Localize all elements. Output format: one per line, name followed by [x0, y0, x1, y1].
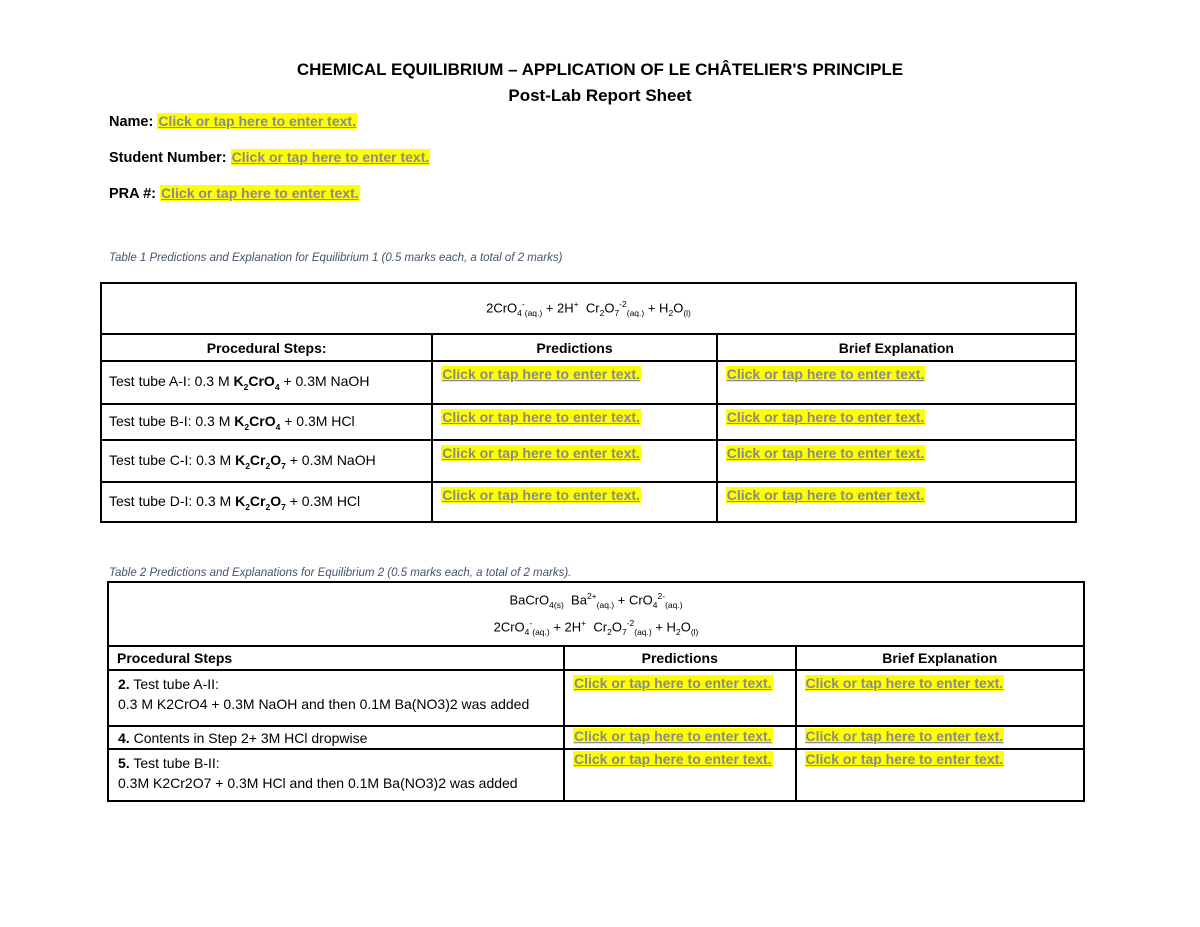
header-brief-explanation: Brief Explanation — [796, 646, 1084, 670]
procedural-step: Test tube D-I: 0.3 M $K_2Cr_2O_7 + 0.3M$ HCl — [101, 482, 432, 522]
equation-2: BaCrO$_{4(s)}$ $Ba^{2+}_{(aq.)} + CrO_4^{2-}_{(aq.)}$ 2CrO$_4$-$_{(aq.)}$ + 2H+ $Cr_2O_7^{-2}_{(aq.)} + H_2O_{(l)}$ — [108, 582, 1084, 646]
prediction-input[interactable]: Click or tap here to enter text. — [442, 445, 640, 461]
explanation-input[interactable]: Click or tap here to enter text. — [726, 487, 925, 503]
prediction-input[interactable]: Click or tap here to enter text. — [442, 366, 640, 382]
table-row — [101, 482, 1076, 522]
document-title: CHEMICAL EQUILIBRIUM – APPLICATION OF LE CHÂTELIER'S PRINCIPLE — [296, 60, 904, 79]
explanation-cell — [717, 482, 1076, 522]
name-label: Name: — [109, 114, 154, 130]
pra-input[interactable]: Click or tap here to enter text. — [161, 185, 359, 201]
explanation-input[interactable]: Click or tap here to enter text. — [726, 409, 925, 425]
header-predictions: Predictions — [564, 646, 796, 670]
explanation-input[interactable]: Click or tap here to enter text. — [805, 751, 1004, 767]
table-row — [108, 749, 1084, 801]
pra-label: PRA #: — [109, 186, 156, 202]
table2-caption: Table 2 Predictions and Explanations for Equilibrium 2 (0.5 marks each, a total of 2 marks). — [109, 567, 572, 579]
prediction-input[interactable]: Click or tap here to enter text. — [573, 751, 772, 767]
prediction-cell — [432, 440, 716, 482]
prediction-cell — [432, 361, 716, 404]
header-predictions: Predictions — [432, 334, 716, 361]
prediction-cell — [432, 482, 716, 522]
prediction-cell — [432, 404, 716, 440]
explanation-input[interactable]: Click or tap here to enter text. — [726, 366, 925, 382]
explanation-cell — [796, 749, 1084, 801]
procedural-step: 4. Contents in Step 2+ 3M HCl dropwise — [108, 726, 564, 749]
document-subtitle: Post-Lab Report Sheet — [508, 86, 692, 105]
explanation-input[interactable]: Click or tap here to enter text. — [726, 445, 925, 461]
procedural-step: Test tube B-I: 0.3 M $K_2CrO_4 + 0.3M$ HCl — [101, 404, 432, 440]
procedural-step: Test tube A-I: 0.3 M $K_2CrO_4 + 0.3M$ NaOH — [101, 361, 432, 404]
prediction-cell — [564, 749, 796, 801]
explanation-cell — [796, 726, 1084, 749]
equilibrium-1-table — [100, 282, 1077, 523]
procedural-step: 5. Test tube B-II: 0.3M K2Cr2O7 + 0.3M HCl and then 0.1M Ba(NO3)2 was added — [108, 749, 564, 801]
student-number-label: Student Number: — [109, 150, 227, 166]
prediction-cell — [564, 726, 796, 749]
explanation-cell — [717, 404, 1076, 440]
header-procedural-steps: Procedural Steps — [108, 646, 564, 670]
name-input[interactable]: Click or tap here to enter text. — [158, 113, 356, 129]
explanation-cell — [717, 440, 1076, 482]
procedural-step: 2. Test tube A-II: 0.3 M K2CrO4 + 0.3M NaOH and then 0.1M Ba(NO3)2 was added — [108, 670, 564, 726]
equation-1: 2CrO$_4$-$_{(aq.)}$ + 2H+ $Cr_2O_7^{-2}_{(aq.)} + H_2O_{(l)}$ — [101, 283, 1076, 334]
table-row — [108, 726, 1084, 749]
prediction-input[interactable]: Click or tap here to enter text. — [573, 728, 772, 744]
student-number-field — [109, 149, 430, 166]
pra-field — [109, 185, 360, 202]
explanation-input[interactable]: Click or tap here to enter text. — [805, 728, 1004, 744]
table1-caption: Table 1 Predictions and Explanation for Equilibrium 1 (0.5 marks each, a total of 2 marks) — [109, 252, 563, 264]
explanation-cell — [796, 670, 1084, 726]
prediction-input[interactable]: Click or tap here to enter text. — [442, 487, 640, 503]
table-row — [101, 361, 1076, 404]
name-field — [109, 113, 357, 130]
explanation-cell — [717, 361, 1076, 404]
equilibrium-2-table — [107, 581, 1085, 802]
header-procedural-steps: Procedural Steps: — [101, 334, 432, 361]
table-row — [101, 440, 1076, 482]
table-row — [108, 670, 1084, 726]
explanation-input[interactable]: Click or tap here to enter text. — [805, 675, 1004, 691]
student-number-input[interactable]: Click or tap here to enter text. — [231, 149, 430, 165]
header-brief-explanation: Brief Explanation — [717, 334, 1076, 361]
prediction-input[interactable]: Click or tap here to enter text. — [573, 675, 772, 691]
prediction-input[interactable]: Click or tap here to enter text. — [442, 409, 640, 425]
prediction-cell — [564, 670, 796, 726]
table-row — [101, 404, 1076, 440]
procedural-step: Test tube C-I: 0.3 M $K_2Cr_2O_7 + 0.3M$ NaOH — [101, 440, 432, 482]
